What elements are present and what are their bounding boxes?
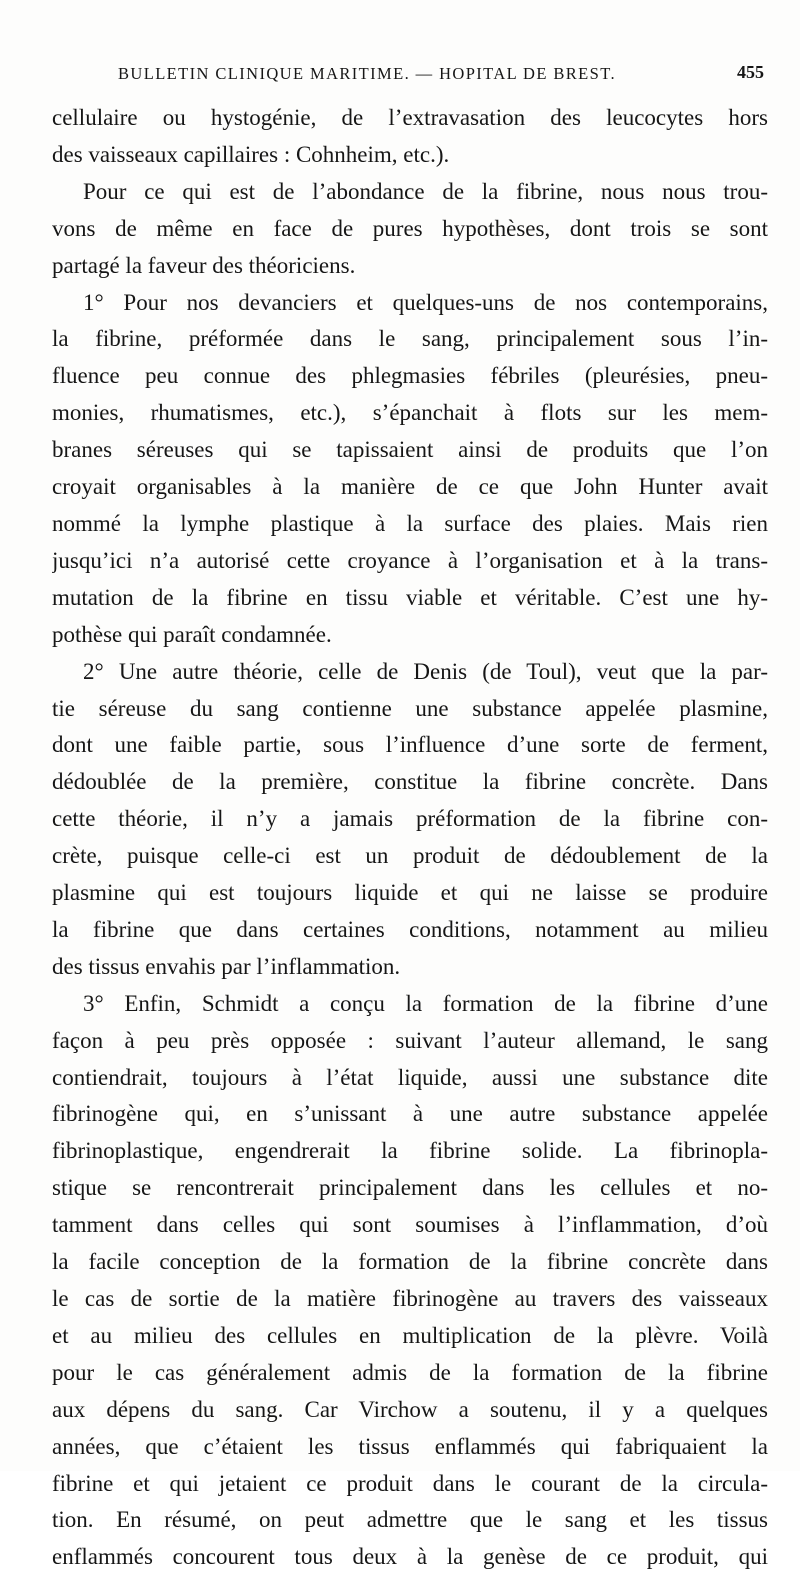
text-line: 1° Pour nos devanciers et quelques-uns de nos contemporains, <box>83 289 768 315</box>
body-text <box>52 100 768 1576</box>
text-line: partagé la faveur des théoriciens. <box>52 252 356 278</box>
text-line: nommé la lymphe plastique à la surface des plaies. Mais rien <box>52 510 768 536</box>
text-line: 2° Une autre théorie, celle de Denis (de Toul), veut que la par- <box>83 658 768 684</box>
text-line: monies, rhumatismes, etc.), s’épanchait à flots sur les mem- <box>52 400 768 426</box>
text-line: années, que c’étaient les tissus enflammés qui fabriquaient la <box>52 1433 768 1459</box>
running-head <box>118 62 764 88</box>
text-line: cellulaire ou hystogénie, de l’extravasation des leucocytes hors <box>52 105 768 130</box>
text-line: fibrinoplastique, engendrerait la fibrine solide. La fibrinopla- <box>52 1138 768 1164</box>
text-line: mutation de la fibrine en tissu viable et véritable. C’est une hy- <box>52 584 768 610</box>
text-line: façon à peu près opposée : suivant l’auteur allemand, le sang <box>52 1027 768 1053</box>
text-line: Pour ce qui est de l’abondance de la fibrine, nous nous trou- <box>83 178 768 204</box>
text-line: dont une faible partie, sous l’influence d’une sorte de ferment, <box>52 732 768 758</box>
running-title: BULLETIN CLINIQUE MARITIME. — HOPITAL DE BREST. <box>118 64 617 83</box>
text-line: stique se rencontrerait principalement dans les cellules et no- <box>52 1175 768 1201</box>
text-line: 3° Enfin, Schmidt a conçu la formation de la fibrine d’une <box>83 990 768 1016</box>
text-line: croyait organisables à la manière de ce que John Hunter avait <box>52 474 768 500</box>
text-line: jusqu’ici n’a autorisé cette croyance à l’organisation et à la trans- <box>52 547 768 573</box>
text-line: vons de même en face de pures hypothèses, dont trois se sont <box>52 215 768 241</box>
text-line: fibrinogène qui, en s’unissant à une autre substance appelée <box>52 1101 768 1127</box>
text-line: des tissus envahis par l’inflammation. <box>52 953 401 979</box>
page-number: 455 <box>737 62 764 82</box>
text-line: fibrine et qui jetaient ce produit dans le courant de la circula- <box>52 1470 768 1496</box>
text-line: tamment dans celles qui sont soumises à l’inflammation, d’où <box>52 1212 768 1238</box>
text-line: tion. En résumé, on peut admettre que le sang et les tissus <box>52 1507 768 1533</box>
text-line: fluence peu connue des phlegmasies fébriles (pleurésies, pneu- <box>52 363 768 389</box>
text-line: pothèse qui paraît condamnée. <box>52 621 332 647</box>
text-line: plasmine qui est toujours liquide et qui ne laisse se produire <box>52 880 768 906</box>
text-line: la fibrine, préformée dans le sang, principalement sous l’in- <box>52 326 768 352</box>
text-line: la facile conception de la formation de la fibrine concrète dans <box>52 1249 768 1275</box>
text-line: dédoublée de la première, constitue la fibrine concrète. Dans <box>52 769 768 795</box>
text-line: crète, puisque celle-ci est un produit de dédoublement de la <box>52 843 768 869</box>
text-line: cette théorie, il n’y a jamais préformation de la fibrine con- <box>52 806 768 832</box>
text-line: enflammés concourent tous deux à la genèse de ce produit, qui <box>52 1544 768 1570</box>
text-line: pour le cas généralement admis de la formation de la fibrine <box>52 1359 768 1385</box>
text-line: aux dépens du sang. Car Virchow a soutenu, il y a quelques <box>52 1396 768 1422</box>
text-line: le cas de sortie de la matière fibrinogène au travers des vaisseaux <box>52 1286 768 1311</box>
text-line: la fibrine que dans certaines conditions, notamment au milieu <box>52 916 768 942</box>
text-line: des vaisseaux capillaires : Cohnheim, etc.). <box>52 141 450 167</box>
text-line: tie séreuse du sang contienne une substance appelée plasmine, <box>52 695 768 721</box>
text-line: et au milieu des cellules en multiplication de la plèvre. Voilà <box>52 1322 768 1348</box>
text-line: branes séreuses qui se tapissaient ainsi de produits que l’on <box>52 437 768 463</box>
text-line: contiendrait, toujours à l’état liquide, aussi une substance dite <box>52 1064 768 1090</box>
